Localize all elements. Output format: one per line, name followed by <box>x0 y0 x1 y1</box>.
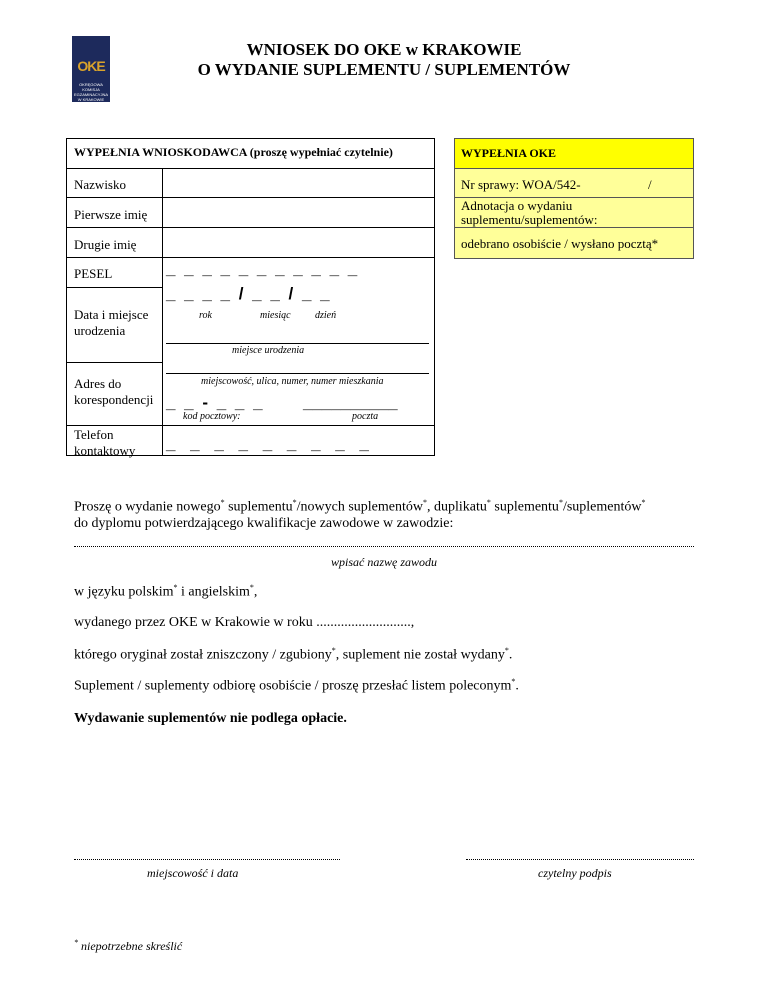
delivery-label: odebrano osobiście / wysłano pocztą* <box>461 236 659 251</box>
request-line1: Proszę o wydanie nowego* suplementu*/nowych suplementów*, duplikatu* suplementu*/suplementów* <box>74 498 646 515</box>
address-field[interactable] <box>166 373 429 374</box>
request-line2: do dyplomu potwierdzającego kwalifikacje zawodowe w zawodzie: <box>74 516 454 531</box>
oke-header: WYPEŁNIA OKE <box>461 146 557 160</box>
logo-mark: OKE <box>77 58 105 74</box>
month-hint: miesiąc <box>260 310 291 321</box>
pickup-line: Suplement / suplementy odbiorę osobiście / proszę przesłać listem poleconym*. <box>74 677 519 694</box>
postcode-field[interactable]: _ _ - _ _ _ <box>166 393 265 412</box>
second-name-field[interactable] <box>163 228 434 257</box>
applicant-header: WYPEŁNIA WNIOSKODAWCA (proszę wypełniać czytelnie) <box>74 145 393 159</box>
page-title-line2: O WYDANIE SUPLEMENTU / SUPLEMENTÓW <box>197 60 571 79</box>
profession-field[interactable] <box>74 546 694 547</box>
address-hint: miejscowość, ulica, numer, numer mieszkania <box>201 376 384 387</box>
profession-hint: wpisać nazwę zawodu <box>330 555 437 569</box>
surname-field[interactable] <box>163 169 434 197</box>
place-date-field[interactable] <box>74 859 340 860</box>
logo-text: OKRĘGOWA KOMISJA EGZAMINACYJNA W KRAKOWIE <box>74 82 109 102</box>
postcode-hint: kod pocztowy: <box>183 411 241 422</box>
footnote: * niepotrzebne skreślić <box>74 938 183 953</box>
case-number: Nr sprawy: WOA/542- <box>461 177 581 192</box>
birthplace-field[interactable] <box>166 343 429 344</box>
post-field[interactable]: __________ <box>303 393 398 412</box>
language-line: w języku polskim* i angielskim*, <box>74 583 258 600</box>
first-name-field[interactable] <box>163 198 434 227</box>
page-title-line1: WNIOSEK DO OKE w KRAKOWIE <box>246 40 522 59</box>
year-hint: rok <box>199 310 212 321</box>
day-hint: dzień <box>315 310 337 321</box>
pesel-field[interactable]: _ _ _ _ _ _ _ _ _ _ _ <box>166 259 360 278</box>
annotation-label: Adnotacja o wydaniu suplementu/suplementów: <box>461 198 598 227</box>
first-name-label: Pierwsze imię <box>74 207 148 222</box>
signature-field[interactable] <box>466 859 694 860</box>
phone-field[interactable]: _ _ _ _ _ _ _ _ _ <box>166 434 374 453</box>
birth-date-field[interactable]: _ _ _ _ / _ _ / _ _ <box>166 284 332 303</box>
case-slash: / <box>648 177 652 192</box>
place-date-hint: miejscowość i data <box>147 866 239 880</box>
birth-label: Data i miejsce urodzenia <box>74 307 149 338</box>
birthplace-hint: miejsce urodzenia <box>232 345 305 356</box>
phone-label: Telefon kontaktowy <box>74 427 136 458</box>
second-name-label: Drugie imię <box>74 237 137 252</box>
original-line: którego oryginał został zniszczony / zgubiony*, suplement nie został wydany*. <box>74 646 513 663</box>
fee-note: Wydawanie suplementów nie podlega opłacie. <box>74 711 347 726</box>
issued-line: wydanego przez OKE w Krakowie w roku ..........................., <box>74 615 415 630</box>
surname-label: Nazwisko <box>74 177 126 192</box>
post-hint: poczta <box>352 411 379 422</box>
signature-hint: czytelny podpis <box>538 866 612 880</box>
pesel-label: PESEL <box>74 266 113 281</box>
address-label: Adres do korespondencji <box>74 376 154 407</box>
